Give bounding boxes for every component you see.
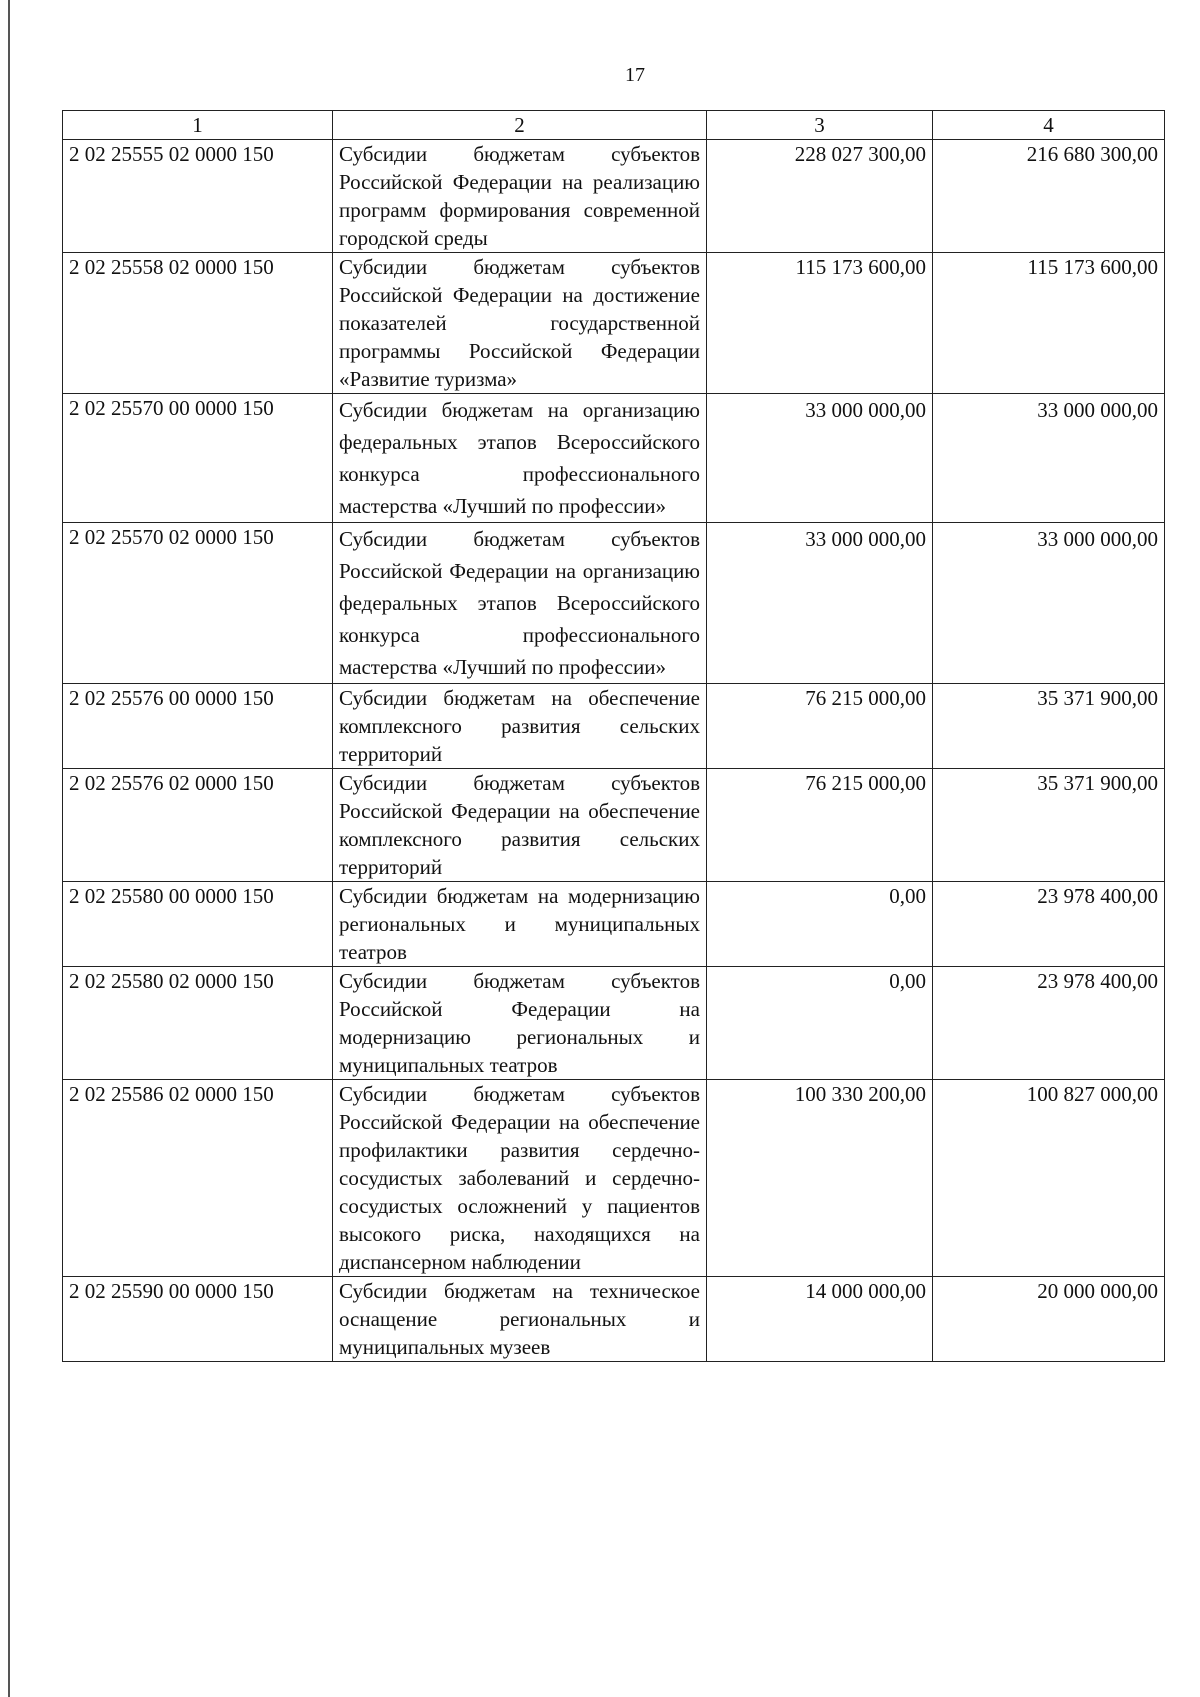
budget-code: 2 02 25580 02 0000 150 bbox=[63, 967, 333, 1080]
column-header-1: 1 bbox=[63, 111, 333, 140]
amount-col4: 23 978 400,00 bbox=[933, 967, 1165, 1080]
column-header-3: 3 bbox=[707, 111, 933, 140]
description: Субсидии бюджетам субъектов Российской Федерации на организацию федеральных этапов Всероссийского конкурса профессионального мастерства «Лучший по профессии» bbox=[333, 523, 707, 684]
budget-code: 2 02 25576 02 0000 150 bbox=[63, 769, 333, 882]
amount-col4: 33 000 000,00 bbox=[933, 394, 1165, 523]
amount-col3: 100 330 200,00 bbox=[707, 1080, 933, 1277]
description: Субсидии бюджетам субъектов Российской Федерации на обеспечение комплексного развития сельских территорий bbox=[333, 769, 707, 882]
amount-col3: 115 173 600,00 bbox=[707, 253, 933, 394]
description: Субсидии бюджетам субъектов Российской Федерации на обеспечение профилактики развития сердечно-сосудистых заболеваний и сердечно-сосудистых осложнений у пациентов высокого риска, находящихся на диспансерном наблюдении bbox=[333, 1080, 707, 1277]
page-number: 17 bbox=[625, 64, 645, 86]
amount-col4: 100 827 000,00 bbox=[933, 1080, 1165, 1277]
amount-col3: 228 027 300,00 bbox=[707, 140, 933, 253]
budget-code: 2 02 25570 00 0000 150 bbox=[63, 394, 333, 523]
description: Субсидии бюджетам на техническое оснащение региональных и муниципальных музеев bbox=[333, 1277, 707, 1362]
description: Субсидии бюджетам на организацию федеральных этапов Всероссийского конкурса профессионального мастерства «Лучший по профессии» bbox=[333, 394, 707, 523]
amount-col3: 0,00 bbox=[707, 967, 933, 1080]
amount-col4: 216 680 300,00 bbox=[933, 140, 1165, 253]
amount-col3: 14 000 000,00 bbox=[707, 1277, 933, 1362]
description: Субсидии бюджетам субъектов Российской Федерации на модернизацию региональных и муниципальных театров bbox=[333, 967, 707, 1080]
amount-col3: 33 000 000,00 bbox=[707, 394, 933, 523]
budget-code: 2 02 25586 02 0000 150 bbox=[63, 1080, 333, 1277]
amount-col4: 23 978 400,00 bbox=[933, 882, 1165, 967]
table-row bbox=[63, 394, 1165, 523]
header-row bbox=[63, 111, 1165, 140]
table-row bbox=[63, 140, 1165, 253]
budget-code: 2 02 25590 00 0000 150 bbox=[63, 1277, 333, 1362]
table-row bbox=[63, 523, 1165, 684]
table-row bbox=[63, 684, 1165, 769]
table-row bbox=[63, 769, 1165, 882]
budget-code: 2 02 25576 00 0000 150 bbox=[63, 684, 333, 769]
description: Субсидии бюджетам субъектов Российской Федерации на достижение показателей государственной программы Российской Федерации «Развитие туризма» bbox=[333, 253, 707, 394]
amount-col3: 76 215 000,00 bbox=[707, 769, 933, 882]
amount-col3: 76 215 000,00 bbox=[707, 684, 933, 769]
budget-code: 2 02 25580 00 0000 150 bbox=[63, 882, 333, 967]
column-header-2: 2 bbox=[333, 111, 707, 140]
table-row bbox=[63, 967, 1165, 1080]
budget-table bbox=[62, 110, 1165, 1362]
column-header-4: 4 bbox=[933, 111, 1165, 140]
amount-col3: 33 000 000,00 bbox=[707, 523, 933, 684]
budget-code: 2 02 25570 02 0000 150 bbox=[63, 523, 333, 684]
amount-col4: 35 371 900,00 bbox=[933, 769, 1165, 882]
description: Субсидии бюджетам на обеспечение комплексного развития сельских территорий bbox=[333, 684, 707, 769]
table-row bbox=[63, 253, 1165, 394]
description: Субсидии бюджетам субъектов Российской Федерации на реализацию программ формирования современной городской среды bbox=[333, 140, 707, 253]
description: Субсидии бюджетам на модернизацию региональных и муниципальных театров bbox=[333, 882, 707, 967]
budget-code: 2 02 25558 02 0000 150 bbox=[63, 253, 333, 394]
table-row bbox=[63, 1080, 1165, 1277]
amount-col4: 35 371 900,00 bbox=[933, 684, 1165, 769]
page-edge-line bbox=[8, 0, 10, 1697]
amount-col4: 115 173 600,00 bbox=[933, 253, 1165, 394]
amount-col4: 20 000 000,00 bbox=[933, 1277, 1165, 1362]
table-row bbox=[63, 882, 1165, 967]
table-row bbox=[63, 1277, 1165, 1362]
amount-col4: 33 000 000,00 bbox=[933, 523, 1165, 684]
amount-col3: 0,00 bbox=[707, 882, 933, 967]
budget-code: 2 02 25555 02 0000 150 bbox=[63, 140, 333, 253]
